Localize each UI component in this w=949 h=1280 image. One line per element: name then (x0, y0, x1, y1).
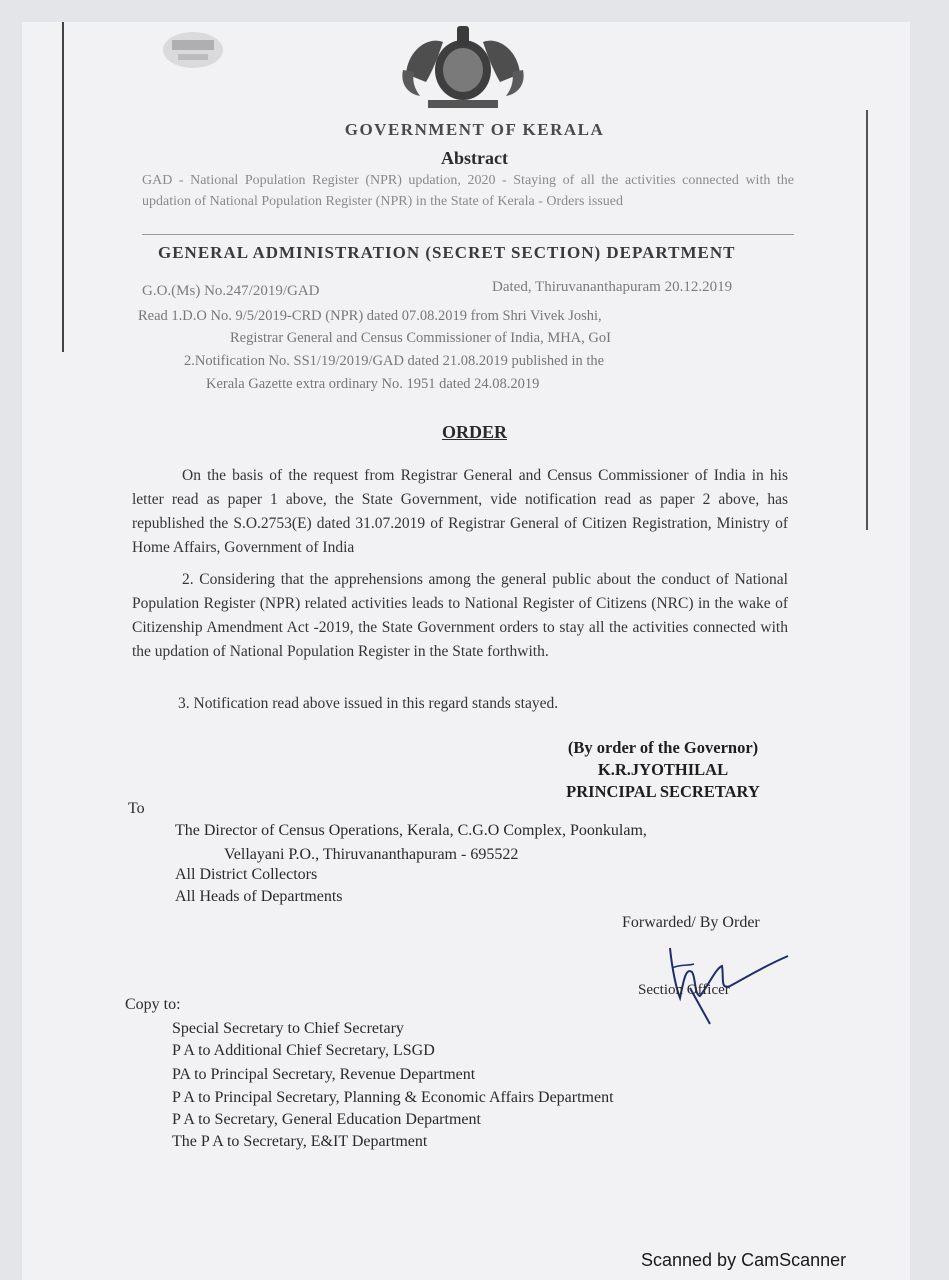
abstract-divider (142, 234, 794, 235)
reference-line-1: Read 1.D.O No. 9/5/2019-CRD (NPR) dated 07.08.2019 from Shri Vivek Joshi, (138, 308, 602, 324)
copy-item: Special Secretary to Chief Secretary (172, 1020, 404, 1037)
order-date: Dated, Thiruvananthapuram 20.12.2019 (492, 279, 733, 295)
copy-item: The P A to Secretary, E&IT Department (172, 1133, 428, 1150)
left-margin-rule (62, 22, 64, 352)
addressee-line-2: Vellayani P.O., Thiruvananthapuram - 695522 (224, 846, 519, 863)
copy-item: P A to Principal Secretary, Planning & Economic Affairs Department (172, 1089, 614, 1106)
reference-line-2: Registrar General and Census Commissioner of India, MHA, GoI (230, 330, 611, 346)
signatory-name: K.R.JYOTHILAL (597, 760, 729, 779)
addressee-collectors: All District Collectors (175, 866, 318, 883)
order-paragraph-1: On the basis of the request from Registrar General and Census Commissioner of India in his letter read as paper 1 above, the State Government, vide notification read as paper 2 above, has republished the S.O.2753(E) dated 31.07.2019 of Registrar General of Citizen Registration, Ministry of Home Affairs, Government of India (132, 467, 788, 556)
addressee-heads: All Heads of Departments (175, 888, 343, 905)
addressee-line-1: The Director of Census Operations, Kerala, C.G.O Complex, Poonkulam, (175, 822, 647, 839)
kerala-emblem-icon (398, 22, 528, 114)
faded-seal-icon (160, 28, 226, 72)
abstract-heading: Abstract (441, 148, 508, 168)
signatory-designation: PRINCIPAL SECRETARY (566, 782, 760, 801)
by-order-line: (By order of the Governor) (567, 738, 759, 757)
right-margin-rule (866, 110, 868, 530)
reference-line-3: 2.Notification No. SS1/19/2019/GAD dated 21.08.2019 published in the (184, 353, 605, 369)
reference-line-4: Kerala Gazette extra ordinary No. 1951 dated 24.08.2019 (206, 376, 540, 392)
abstract-subject: GAD - National Population Register (NPR) updation, 2020 - Staying of all the activities connected with the updation of National Population Register (NPR) in the State of Kerala - Orders issued (142, 173, 794, 209)
copy-item: PA to Principal Secretary, Revenue Department (172, 1066, 476, 1083)
forwarded-by-order: Forwarded/ By Order (622, 914, 760, 931)
copy-to-label: Copy to: (125, 996, 181, 1013)
to-label: To (128, 800, 145, 817)
order-paragraph-3: 3. Notification read above issued in this regard stands stayed. (178, 695, 559, 712)
section-officer: Section Officer (638, 982, 730, 998)
copy-item: P A to Secretary, General Education Department (172, 1111, 481, 1128)
government-title: GOVERNMENT OF KERALA (344, 120, 605, 139)
camscanner-watermark: Scanned by CamScanner (641, 1250, 847, 1270)
order-heading: ORDER (441, 422, 507, 442)
department-title: GENERAL ADMINISTRATION (SECRET SECTION) DEPARTMENT (158, 243, 736, 262)
copy-item: P A to Additional Chief Secretary, LSGD (172, 1042, 435, 1059)
order-paragraph-2: 2. Considering that the apprehensions among the general public about the conduct of National Population Register (NPR) related activities leads to National Register of Citizens (NRC) in the wake of Citizenship Amendment Act -2019, the State Government orders to stay all the activities connected with the updation of National Population Register in the State forthwith. (132, 571, 788, 660)
go-number: G.O.(Ms) No.247/2019/GAD (142, 283, 320, 299)
